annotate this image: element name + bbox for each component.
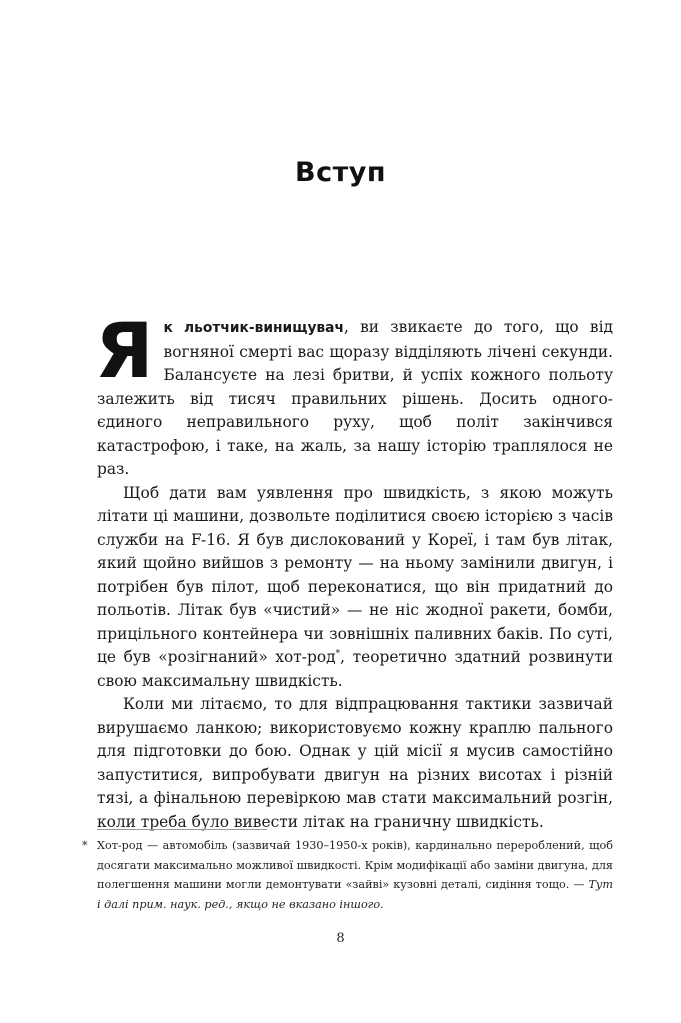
- footnote-reference-mark[interactable]: *: [335, 648, 341, 659]
- paragraph-2-text-before-note: Щоб дати вам уявлення про швидкість, з якою можуть літати ці машини, дозвольте поділитися своєю історією з часів служби на F-16. Я був дислокований у Кореї, і там був літак, який щойно вийшов з ремонту — на ньому замінили двигун, і потрібен був пілот, щоб переконатися, що він придатний до польотів. Літак був «чистий» — не ніс жодної ракети, бомби, прицільного контейнера чи зовнішніх паливних баків. По суті, це був «розігнаний» хот-род: [97, 483, 613, 666]
- paragraph-3-text: Коли ми літаємо, то для відпрацювання тактики зазвичай вирушаємо ланкою; використовуємо кожну краплю пального для підготовки до бою. Однак у цій місії я мусив самостійно запуститися, випробувати двигун на різних висотах і різній тязі, а фінальною перевіркою мав стати максимальний розгін, коли треба було вивести літак на граничну швидкість.: [97, 695, 613, 831]
- footnote-editor-note: Тут і далі прим. наук. ред., якщо не вказано іншого.: [97, 878, 614, 911]
- chapter-title: Вступ: [295, 157, 386, 189]
- lead-in-text: к льотчик-винищувач: [163, 320, 344, 336]
- main-text: [95, 306, 614, 834]
- footnote-text: Хот-род — автомобіль (зазвичай 1930–1950-х років), кардинально перероблений, щоб досягати максимально можливої швидкості. Крім модифікації або заміни двигуна, для полегшення машини могли демонтувати «зайві» кузовні деталі, сидіння тощо. —: [97, 839, 613, 891]
- paragraph-1-text: , ви звикаєте до того, що від вогняної смерті вас щоразу відділяють лічені секунди. Балансуєте на лезі бритви, й успіх кожного польоту залежить від тисяч правильних рішень. Досить одного-єдиного неправильного руху, щоб політ закінчився катастрофою, і таке, на жаль, за нашу історію траплялося не раз.: [97, 318, 614, 478]
- page-number: 8: [336, 931, 345, 946]
- footnote-marker: *: [82, 839, 88, 852]
- paragraph-2-text-after-note: , теоретично здатний розвинути свою максимальну швидкість.: [97, 648, 613, 690]
- footnote: [82, 836, 614, 914]
- footnote-divider: [97, 829, 267, 830]
- paragraph-3: [97, 693, 613, 834]
- drop-cap-letter: Я: [95, 306, 154, 395]
- paragraph-1: [95, 306, 614, 482]
- paragraph-2: [97, 482, 613, 694]
